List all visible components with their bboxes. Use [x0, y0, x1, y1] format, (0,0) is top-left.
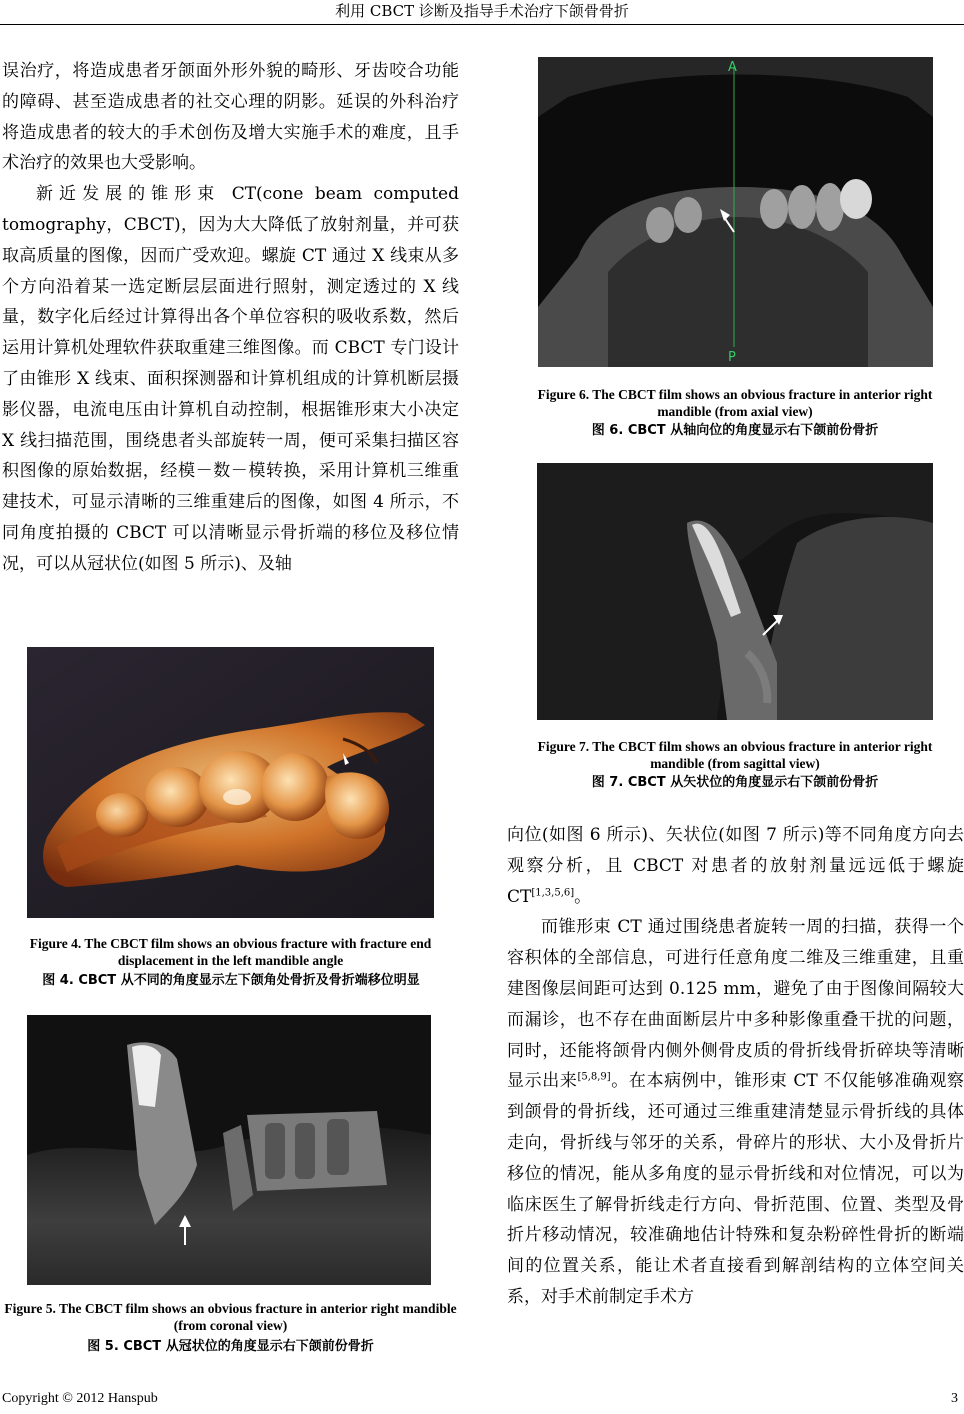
figure-4-caption-zh: 图 4. CBCT 从不同的角度显示左下颌角处骨折及骨折端移位明显: [42, 973, 420, 988]
figure-5-caption-zh: 图 5. CBCT 从冠状位的角度显示右下颌前份骨折: [87, 1339, 374, 1354]
paragraph: 误治疗，将造成患者牙颌面外形外貌的畸形、牙齿咬合功能的障碍、甚至造成患者的社交心理的阴影。延误的外科治疗将造成患者的较大的手术创伤及增大实施手术的难度，且手术治疗的效果也大受影响。: [2, 61, 459, 174]
figure-4-caption-en: Figure 4. The CBCT film shows an obvious fracture with fracture end displacement in the left mandible angle: [29, 936, 432, 968]
header-rule: [0, 24, 964, 25]
text-run: 而锥形束 CT 通过围绕患者旋转一周的扫描，获得一个容积体的全部信息，可进行任意角度二维及三维重建，且重建图像层间距可达到 0.125 mm，避免了由于图像间隔较大而漏诊，也不存在曲面断层片中多种影像重叠干扰的问题，同时，还能将颌骨内侧外侧骨皮质的骨折线骨折碎块等清晰显示出来: [507, 917, 964, 1092]
axial-label-anterior: A: [728, 60, 737, 75]
figure-4-image: [27, 647, 434, 918]
text-run: 向位(如图 6 所示)、矢状位(如图 7 所示)等不同角度方向去观察分析，且 CBCT 对患者的放射剂量远远低于螺旋 CT: [507, 825, 964, 907]
citation: [5,8,9]: [577, 1071, 611, 1083]
fig6-axial-ct: [538, 57, 933, 367]
figure-6-image: [538, 57, 933, 367]
fig5-coronal-ct: [27, 1015, 431, 1285]
figure-5-image: [27, 1015, 431, 1285]
figure-6-caption-en: Figure 6. The CBCT film shows an obvious fracture in anterior right mandible (from axial view): [537, 387, 933, 419]
running-header: 利用 CBCT 诊断及指导手术治疗下颌骨骨折: [335, 2, 629, 20]
text-run: 。在本病例中，锥形束 CT 不仅能够准确观察到颌骨的骨折线，还可通过三维重建清楚显示骨折线的具体走向，骨折线与邻牙的关系，骨碎片的形状、大小及骨折片移位的情况，能从多角度的显示骨折线和对位情况，可以为临床医生了解骨折线走行方向、骨折范围、位置、类型及骨折片移动情况，较准确地估计特殊和复杂粉碎性骨折的断端间的位置关系，能让术者直接看到解剖结构的立体空间关系，对手术前制定手术方: [507, 1071, 964, 1307]
footer-page-number: 3: [951, 1391, 958, 1406]
right-column-text: [507, 820, 964, 1386]
paragraph: [507, 820, 964, 912]
paragraph: [507, 912, 964, 1312]
figure-7-image: [537, 463, 933, 720]
paragraph: 新近发展的锥形束 CT(cone beam computed tomography，CBCT)，因为大大降低了放射剂量，并可获取高质量的图像，因而广受欢迎。螺旋 CT 通过 X 线束从多个方向沿着某一选定断层层面进行照射，测定透过的 X 线量，数字化后经过计算得出各个单位容积的吸收系数，然后运用计算机处理软件获取重建三维图像。而 CBCT 专门设计了由锥形 X 线束、面积探测器和计算机组成的计算机断层摄影仪器，电流电压由计算机自动控制，根据锥形束大小决定 X 线扫描范围，围绕患者头部旋转一周，便可采集扫描区容积图像的原始数据，经模－数－模转换，采用计算机三维重建技术，可显示清晰的三维重建后的图像，如图 4 所示，不同角度拍摄的 CBCT 可以清晰显示骨折端的移位及移位情况，可以从冠状位(如图 5 所示)、及轴: [2, 184, 459, 574]
text-run: 。: [574, 886, 592, 907]
citation: [1,3,5,6]: [531, 886, 575, 898]
left-column-text: [2, 56, 459, 580]
figure-7-caption-en: Figure 7. The CBCT film shows an obvious fracture in anterior right mandible (from sagittal view): [537, 739, 933, 771]
figure-6-caption-zh: 图 6. CBCT 从轴向位的角度显示右下颌前份骨折: [591, 423, 879, 438]
figure-5-caption-en: Figure 5. The CBCT film shows an obvious fracture in anterior right mandible (from coronal view): [4, 1301, 457, 1333]
figure-7-caption-zh: 图 7. CBCT 从矢状位的角度显示右下颌前份骨折: [591, 775, 879, 790]
axial-label-posterior: P: [728, 350, 736, 365]
footer-copyright: Copyright © 2012 Hanspub: [2, 1391, 158, 1406]
fig4-3d-mandible: [27, 647, 434, 918]
fig7-sagittal-ct: [537, 463, 933, 720]
